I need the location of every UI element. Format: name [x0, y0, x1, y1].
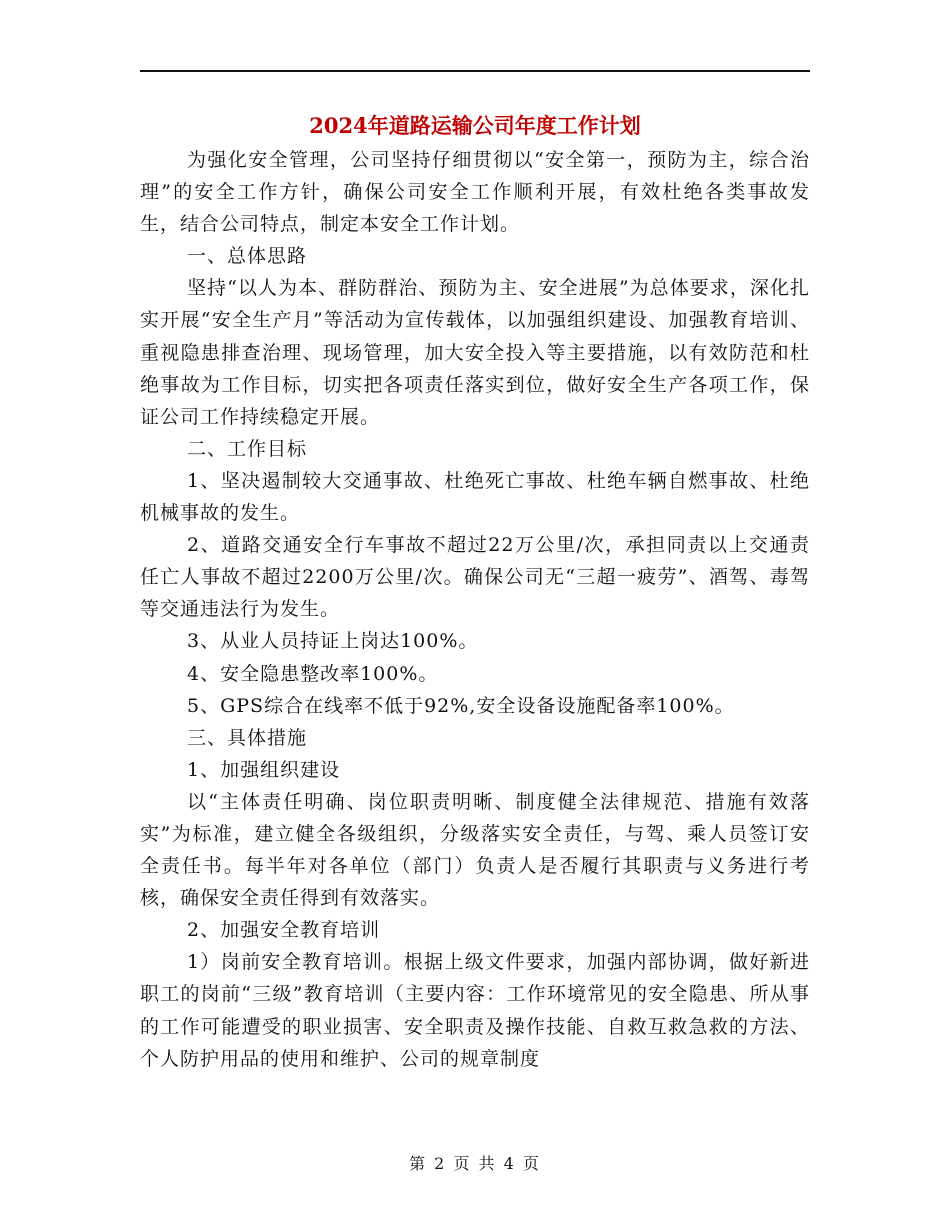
document-title: 2024年道路运输公司年度工作计划	[309, 113, 641, 138]
training-paragraph: 1）岗前安全教育培训。根据上级文件要求，加强内部协调，做好新进职工的岗前“三级”教育培训（主要内容：工作环境常见的安全隐患、所从事的工作可能遭受的职业损害、安全职责及操作技能、自救互救急救的方法、个人防护用品的使用和维护、公司的规章制度	[140, 951, 810, 1070]
measure-heading-training: 2、加强安全教育培训	[187, 919, 381, 942]
organization-paragraph: 以“主体责任明确、岗位职责明晰、制度健全法律规范、措施有效落实”为标准，建立健全各级组织，分级落实安全责任，与驾、乘人员签订安全责任书。每半年对各单位（部门）负责人是否履行其职责与义务进行考核，确保安全责任得到有效落实。	[140, 790, 810, 910]
goal-item-4: 4、安全隐患整改率100%。	[187, 662, 439, 685]
measure-heading-organization: 1、加强组织建设	[187, 758, 341, 781]
intro-paragraph: 为强化安全管理，公司坚持仔细贯彻以“安全第一，预防为主，综合治理”的安全工作方针，确保公司安全工作顺利开展，有效杜绝各类事故发生，结合公司特点，制定本安全工作计划。	[140, 149, 810, 236]
overall-approach-paragraph: 坚持“以人为本、群防群治、预防为主、安全进展”为总体要求，深化扎实开展“安全生产月”等活动为宣传载体，以加强组织建设、加强教育培训、重视隐患排查治理、现场管理，加大安全投入等主要措施，以有效防范和杜绝事故为工作目标，切实把各项责任落实到位，做好安全生产各项工作，保证公司工作持续稳定开展。	[140, 277, 810, 428]
section-heading-overall-approach: 一、总体思路	[187, 245, 308, 268]
section-heading-work-goals: 二、工作目标	[187, 437, 308, 460]
goal-item-1: 1、坚决遏制较大交通事故、杜绝死亡事故、杜绝车辆自燃事故、杜绝机械事故的发生。	[140, 469, 810, 525]
page-number-footer: 第 2 页 共 4 页	[409, 1154, 541, 1173]
goal-item-5: 5、GPS综合在线率不低于92%,安全设备设施配备率100%。	[187, 694, 735, 717]
goal-item-3: 3、从业人员持证上岗达100%。	[187, 630, 479, 653]
section-heading-measures: 三、具体措施	[187, 726, 308, 749]
document-body	[140, 144, 810, 1075]
goal-item-2: 2、道路交通安全行车事故不超过22万公里/次，承担同责以上交通责任亡人事故不超过2200万公里/次。确保公司无“三超一疲劳”、酒驾、毒驾等交通违法行为发生。	[140, 534, 810, 621]
header-rule	[140, 70, 810, 72]
